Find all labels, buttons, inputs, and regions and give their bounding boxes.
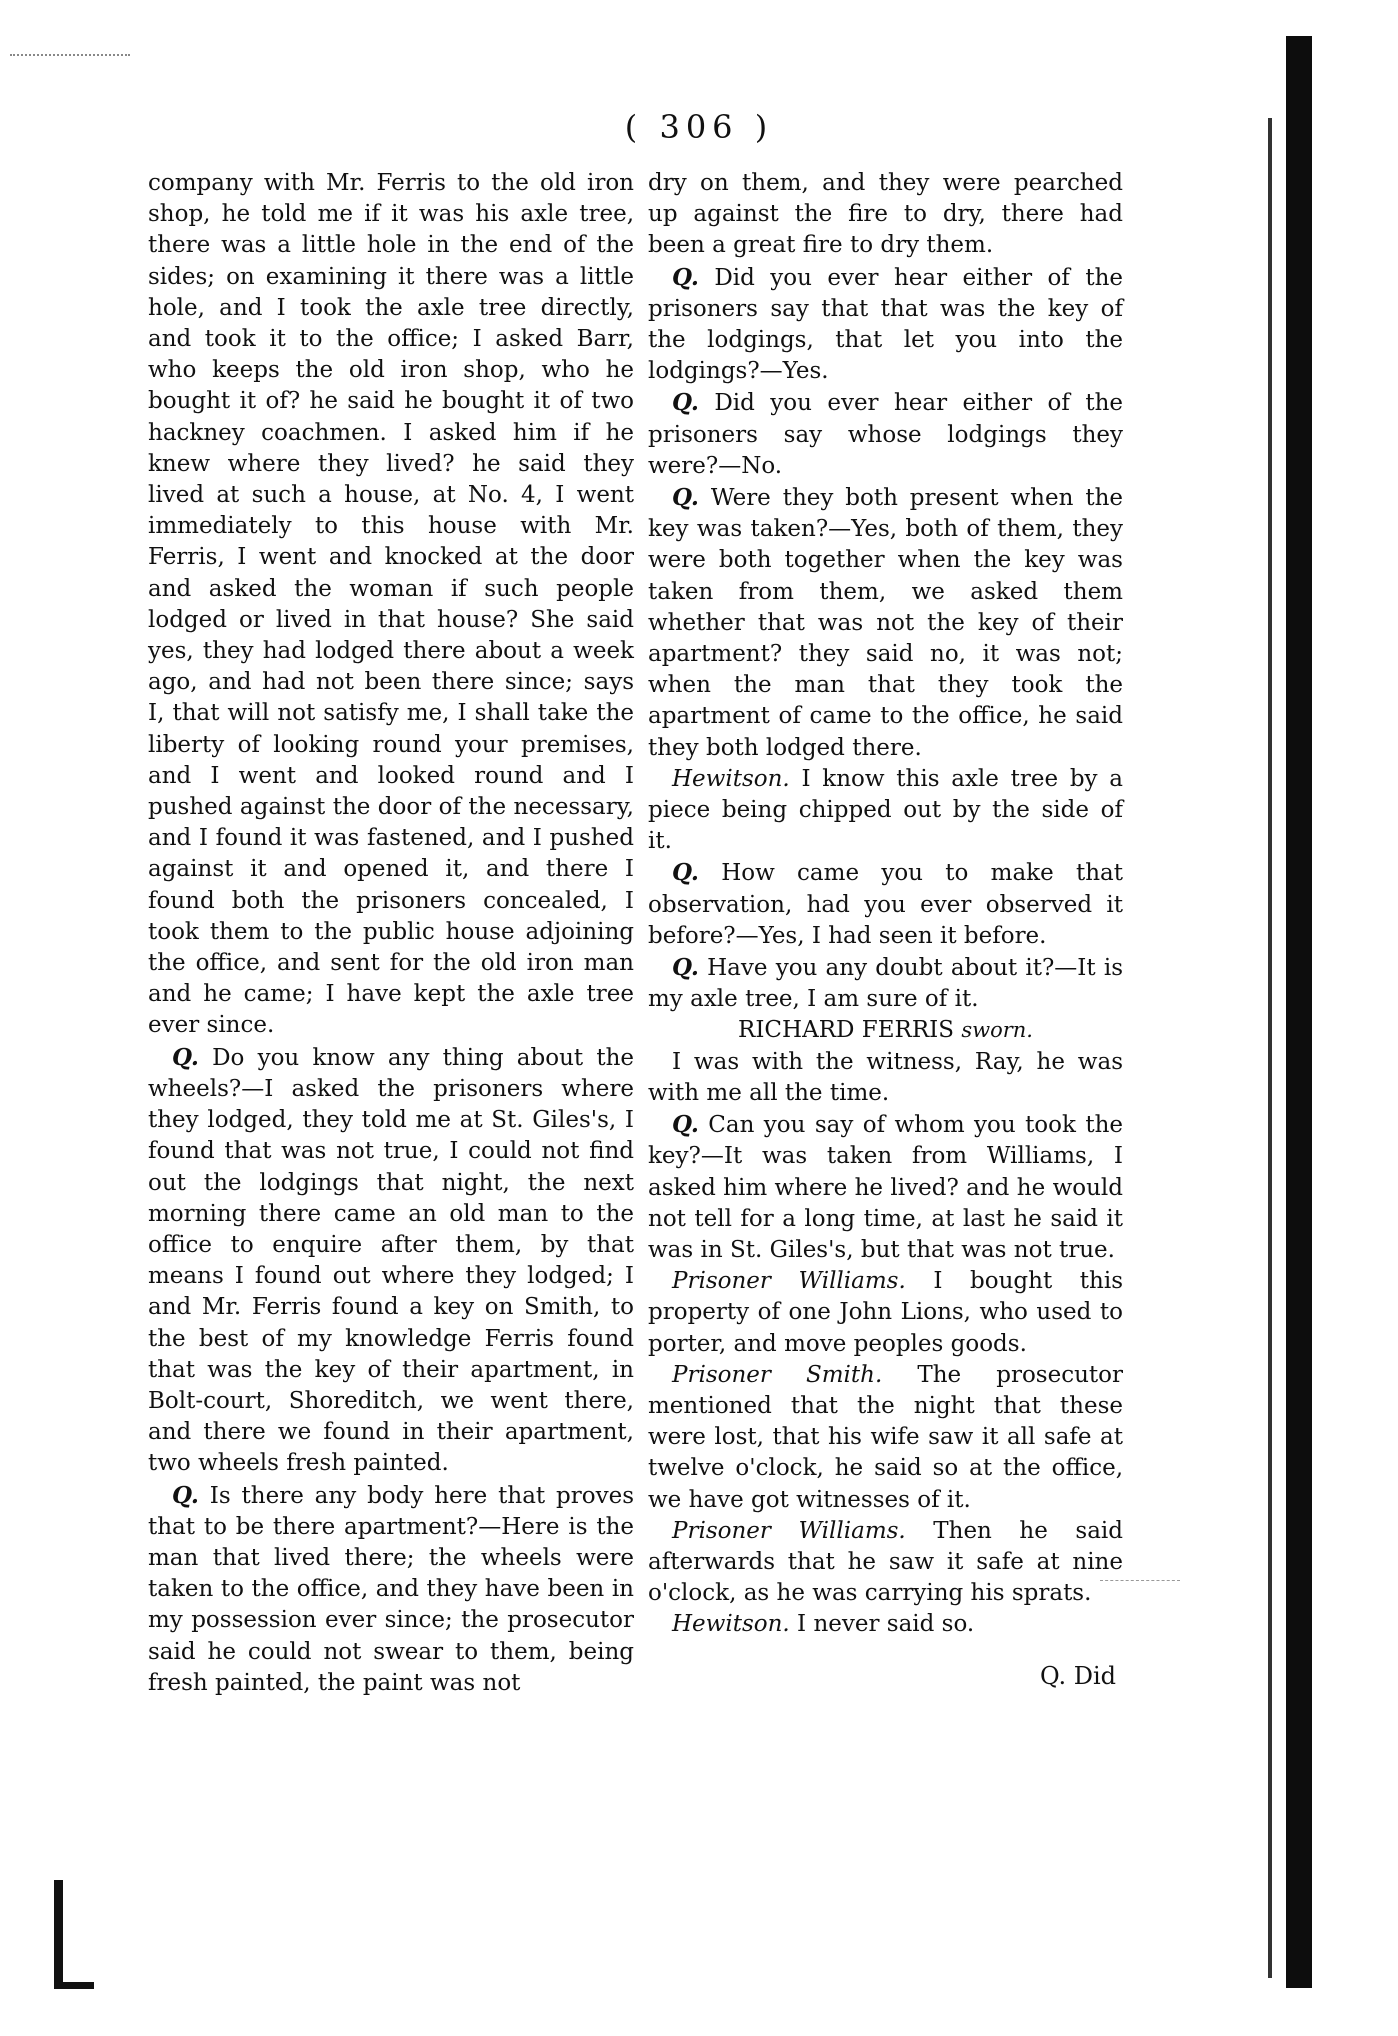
binding-edge — [1286, 36, 1312, 1988]
question-marker: Q. — [672, 484, 699, 512]
question-paragraph — [648, 1109, 1123, 1266]
paragraph-text: I know this axle tree by a piece being chipped out by the side of it. — [648, 765, 1123, 855]
paragraph-text: I never said so. — [797, 1611, 975, 1638]
paragraph: dry on them, and they were pearched up against the fire to dry, there had been a great fire to dry them. — [648, 170, 1123, 259]
question-paragraph — [148, 1042, 634, 1480]
question-marker: Q. — [672, 1111, 699, 1139]
paragraph-text: Have you any doubt about it?—It is my axle tree, I am sure of it. — [648, 955, 1124, 1013]
sworn-label: sworn. — [961, 1018, 1033, 1043]
paragraph-text: I bought this property of one John Lions, who used to porter, and move peoples goods. — [648, 1268, 1123, 1357]
speaker-name: Hewitson. — [672, 1611, 790, 1638]
question-paragraph — [648, 387, 1123, 482]
question-paragraph — [648, 857, 1123, 952]
question-paragraph — [648, 952, 1123, 1015]
question-marker: Q. — [672, 389, 699, 417]
scan-artifact — [1100, 1580, 1180, 1582]
speaker-name: Prisoner Smith. — [672, 1361, 883, 1388]
scan-artifact — [10, 54, 130, 58]
paragraph-text: Then he said afterwards that he saw it safe at nine o'clock, as he was carrying his sprats. — [648, 1517, 1123, 1607]
question-marker: Q. — [172, 1481, 199, 1509]
witness-name: RICHARD FERRIS — [738, 1017, 954, 1044]
paragraph-text: Did you ever hear either of the prisoners say whose lodgings they were?—No. — [648, 390, 1123, 479]
question-marker: Q. — [172, 1043, 199, 1071]
paragraph-text: Were they both present when the key was taken?—Yes, both of them, they were both together when the key was taken from them, we asked them whether that was not the key of their apartment? they said no, it was not; when the man that they took the apartment of came to the office, he said they both lodged there. — [648, 485, 1123, 761]
question-marker: Q. — [672, 954, 699, 982]
speaker-name: Prisoner Williams. — [672, 1268, 906, 1295]
paragraph-text: The prosecutor mentioned that the night that these were lost, that his wife saw it all safe at twelve o'clock, he said so at the office, we have got witnesses of it. — [648, 1361, 1123, 1513]
question-paragraph — [148, 1480, 634, 1699]
witness-heading — [648, 1015, 1123, 1046]
paragraph-text: Do you know any thing about the wheels?—I asked the prisoners where they lodged, they told me at St. Giles's, I found that was not true, I could not find out the lodgings that night, the next morning there came an old man to the office to enquire after them, by that means I found out where they lodged; I and Mr. Ferris found a key on Smith, to the best of my knowledge Ferris found that was the key of their apartment, in Bolt-court, Shoreditch, we went there, and there we found in their apartment, two wheels fresh painted. — [148, 1044, 634, 1477]
right-column — [648, 168, 1123, 1641]
speaker-name: Hewitson. — [672, 765, 790, 792]
left-column — [148, 168, 634, 1699]
testimony-paragraph — [648, 1516, 1123, 1610]
paragraph-text: Did you ever hear either of the prisoners say that that was the key of the lodgings, that let you into the lodgings?—Yes. — [648, 264, 1123, 385]
question-marker: Q. — [672, 263, 699, 291]
paragraph-text: Can you say of whom you took the key?—It was taken from Williams, I asked him where he lived? and he would not tell for a long time, at last he said it was in St. Giles's, but that was not true. — [648, 1112, 1123, 1263]
page-number: ( 306 ) — [624, 108, 774, 146]
testimony-paragraph — [648, 1266, 1123, 1360]
paragraph-text: Is there any body here that proves that to be there apartment?—Here is the man that lived there; the wheels were taken to the office, and they have been in my possession ever since; the prosecutor said he could not swear to them, being fresh painted, the paint was not — [148, 1482, 634, 1696]
testimony-paragraph — [648, 1609, 1123, 1640]
speaker-name: Prisoner Williams. — [672, 1517, 906, 1544]
margin-mark-foot — [54, 1982, 94, 1989]
question-paragraph — [648, 262, 1123, 388]
testimony-paragraph — [648, 764, 1123, 858]
testimony-paragraph — [648, 1360, 1123, 1516]
paragraph: company with Mr. Ferris to the old iron shop, he told me if it was his axle tree, there was a little hole in the end of the sides; on examining it there was a little hole, and I took the axle tree directly, and took it to the office; I asked Barr, who keeps the old iron shop, who he bought it of? he said he bought it of two hackney coachmen. I asked him if he knew where they lived? he said they lived at such a house, at No. 4, I went immediately to this house with Mr. Ferris, I went and knocked at the door and asked the woman if such people lodged or lived in that house? She said yes, they had lodged there about a week ago, and had not been there since; says I, that will not satisfy me, I shall take the liberty of looking round your premises, and I went and looked round and I pushed against the door of the necessary, and I found it was fastened, and I pushed against it and opened it, and there I found both the prisoners concealed, I took them to the public house adjoining the office, and sent for the old iron man and he came; I have kept the axle tree ever since. — [148, 170, 634, 1039]
paragraph-text: How came you to make that observation, had you ever observed it before?—Yes, I had seen it before. — [648, 860, 1123, 949]
paragraph: I was with the witness, Ray, he was with me all the time. — [648, 1048, 1123, 1106]
margin-mark — [54, 1880, 63, 1988]
question-marker: Q. — [672, 859, 699, 887]
question-paragraph — [648, 482, 1123, 764]
catchword: Q. Did — [1040, 1662, 1117, 1690]
binding-shadow — [1268, 118, 1272, 1978]
